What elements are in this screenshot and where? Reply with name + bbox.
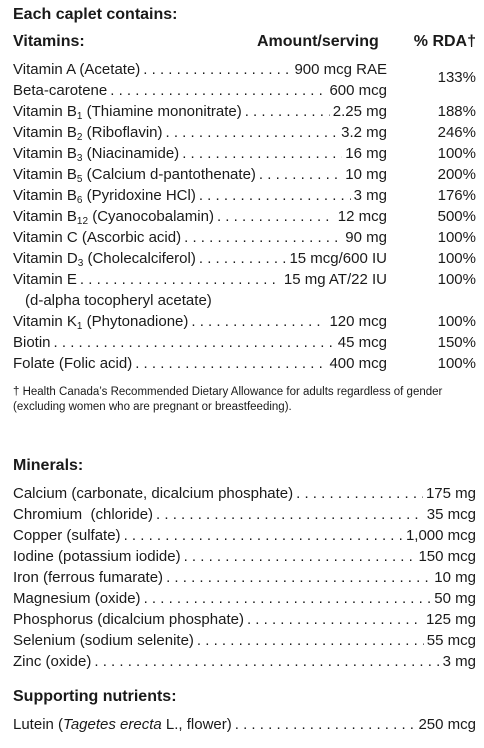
- leader-dots: [217, 208, 335, 226]
- vitamin-amount: 900 mcg RAE: [294, 61, 387, 78]
- leader-dots: [197, 632, 424, 650]
- vitamin-name: Vitamin A (Acetate): [13, 61, 141, 78]
- vitamin-name: Vitamin E: [13, 271, 77, 288]
- vitamin-rda: 100%: [437, 250, 476, 267]
- mineral-name: Iron (ferrous fumarate): [13, 569, 164, 586]
- mineral-name: Calcium (carbonate, dicalcium phosphate): [13, 485, 294, 502]
- supporting-name: Lutein (Tagetes erecta L., flower): [13, 716, 232, 733]
- leader-dots: [135, 355, 326, 373]
- rda-footnote: † Health Canada’s Recommended Dietary Allowance for adults regardless of gender (excluding women who are pregnant or breastfeeding).: [13, 386, 443, 413]
- vitamin-amount: 10 mg: [345, 166, 387, 183]
- mineral-name: Chromium (chloride): [13, 506, 154, 523]
- leader-dots: [94, 653, 439, 671]
- vitamin-row: [13, 145, 387, 163]
- supporting-amount: 250 mcg: [418, 716, 476, 733]
- vitamin-rda: 100%: [437, 355, 476, 372]
- mineral-row: [13, 548, 476, 566]
- mineral-amount: 50 mg: [434, 590, 476, 607]
- vitamin-row: [13, 166, 387, 184]
- leader-dots: [156, 506, 424, 524]
- vitamin-row: [13, 271, 387, 289]
- mineral-row: [13, 569, 476, 587]
- vitamin-row: [13, 103, 387, 121]
- leader-dots: [199, 187, 351, 205]
- vitamin-rda: 100%: [437, 271, 476, 288]
- mineral-amount: 125 mg: [425, 611, 476, 628]
- vitamin-row: [13, 124, 387, 142]
- vitamin-rda: 246%: [437, 124, 476, 141]
- leader-dots: [80, 271, 281, 289]
- vitamin-amount: 12 mcg: [337, 208, 387, 225]
- vitamin-rda: 176%: [437, 187, 476, 204]
- vitamin-name: Folate (Folic acid): [13, 355, 133, 372]
- vitamin-amount: 600 mcg: [329, 82, 387, 99]
- mineral-amount: 3 mg: [442, 653, 476, 670]
- mineral-name: Zinc (oxide): [13, 653, 92, 670]
- leader-dots: [259, 166, 342, 184]
- vitamin-amount: 15 mg AT/22 IU: [283, 271, 387, 288]
- leader-dots: [184, 229, 342, 247]
- leader-dots: [247, 611, 423, 629]
- vitamins-heading: Vitamins:: [13, 33, 85, 50]
- vitamin-name: Biotin: [13, 334, 51, 351]
- leader-dots: [235, 716, 416, 734]
- vitamin-name: Vitamin $B_1$ (Thiamine mononitrate): [13, 103, 242, 122]
- supporting-heading: Supporting nutrients:: [13, 688, 177, 705]
- vitamin-name: Vitamin $B_6$ (Pyridoxine HCl): [13, 187, 196, 206]
- vitamin-row: [13, 208, 387, 226]
- leader-dots: [182, 145, 342, 163]
- vitamin-rda: 150%: [437, 334, 476, 351]
- vitamin-row: [13, 313, 387, 331]
- vitamin-rda: 100%: [437, 145, 476, 162]
- mineral-amount: 175 mg: [425, 485, 476, 502]
- vitamin-rda: 100%: [437, 229, 476, 246]
- vitamin-name: Vitamin $K_1$ (Phytonadione): [13, 313, 189, 332]
- vitamin-amount: 16 mg: [345, 145, 387, 162]
- leader-dots: [54, 334, 335, 352]
- vitamin-name: Vitamin $B_2$ (Riboflavin): [13, 124, 163, 143]
- leader-dots: [184, 548, 416, 566]
- vitamin-name: Vitamin $B_{12}$ (Cyanocobalamin): [13, 208, 214, 227]
- leader-dots: [124, 527, 403, 545]
- vitamin-amount: 120 mcg: [329, 313, 387, 330]
- vitamin-rda: 500%: [437, 208, 476, 225]
- amount-serving-heading: Amount/serving: [257, 33, 379, 50]
- mineral-amount: 10 mg: [434, 569, 476, 586]
- mineral-amount: 150 mcg: [418, 548, 476, 565]
- leader-dots: [143, 61, 291, 79]
- vitamin-name: Vitamin $D_3$ (Cholecalciferol): [13, 250, 196, 269]
- mineral-row: [13, 506, 476, 524]
- vitamin-row: [13, 334, 387, 352]
- caplet-title: Each caplet contains:: [13, 6, 178, 23]
- rda-heading: % RDA†: [413, 33, 476, 50]
- vitamin-amount: 3 mg: [353, 187, 387, 204]
- vitamin-e-note: (d-alpha tocopheryl acetate): [25, 292, 212, 309]
- leader-dots: [199, 250, 287, 268]
- mineral-row: [13, 632, 476, 650]
- vitamin-name: Vitamin $B_5$ (Calcium d-pantothenate): [13, 166, 256, 185]
- vitamin-name: Beta-carotene: [13, 82, 108, 99]
- mineral-row: [13, 527, 476, 545]
- vitamin-row: [13, 187, 387, 205]
- mineral-name: Phosphorus (dicalcium phosphate): [13, 611, 244, 628]
- mineral-amount: 55 mcg: [426, 632, 476, 649]
- vitamin-row: [13, 355, 387, 373]
- vitamin-rda: 100%: [437, 313, 476, 330]
- mineral-name: Selenium (sodium selenite): [13, 632, 194, 649]
- vitamin-row: [13, 82, 387, 100]
- vitamin-amount: 45 mcg: [337, 334, 387, 351]
- leader-dots: [166, 569, 431, 587]
- minerals-heading: Minerals:: [13, 457, 84, 474]
- leader-dots: [296, 485, 423, 503]
- vitamin-amount: 3.2 mg: [341, 124, 387, 141]
- mineral-name: Iodine (potassium iodide): [13, 548, 181, 565]
- vitamin-rda: 133%: [437, 69, 476, 86]
- vitamin-row: [13, 229, 387, 247]
- vitamin-amount: 15 mcg/600 IU: [289, 250, 387, 267]
- mineral-amount: 1,000 mcg: [405, 527, 476, 544]
- vitamin-row: [13, 61, 387, 79]
- vitamin-name: Vitamin C (Ascorbic acid): [13, 229, 182, 246]
- vitamin-rda: 188%: [437, 103, 476, 120]
- mineral-row: [13, 653, 476, 671]
- leader-dots: [144, 590, 432, 608]
- vitamin-amount: 400 mcg: [329, 355, 387, 372]
- leader-dots: [245, 103, 330, 121]
- leader-dots: [191, 313, 326, 331]
- mineral-amount: 35 mcg: [426, 506, 476, 523]
- vitamin-name: Vitamin $B_3$ (Niacinamide): [13, 145, 180, 164]
- vitamin-row: [13, 250, 387, 268]
- mineral-name: Magnesium (oxide): [13, 590, 141, 607]
- vitamin-amount: 2.25 mg: [332, 103, 387, 120]
- leader-dots: [110, 82, 326, 100]
- mineral-row: [13, 590, 476, 608]
- mineral-row: [13, 611, 476, 629]
- vitamin-amount: 90 mg: [345, 229, 387, 246]
- mineral-row: [13, 485, 476, 503]
- supporting-row: [13, 716, 476, 734]
- vitamin-rda: 200%: [437, 166, 476, 183]
- mineral-name: Copper (sulfate): [13, 527, 121, 544]
- leader-dots: [166, 124, 339, 142]
